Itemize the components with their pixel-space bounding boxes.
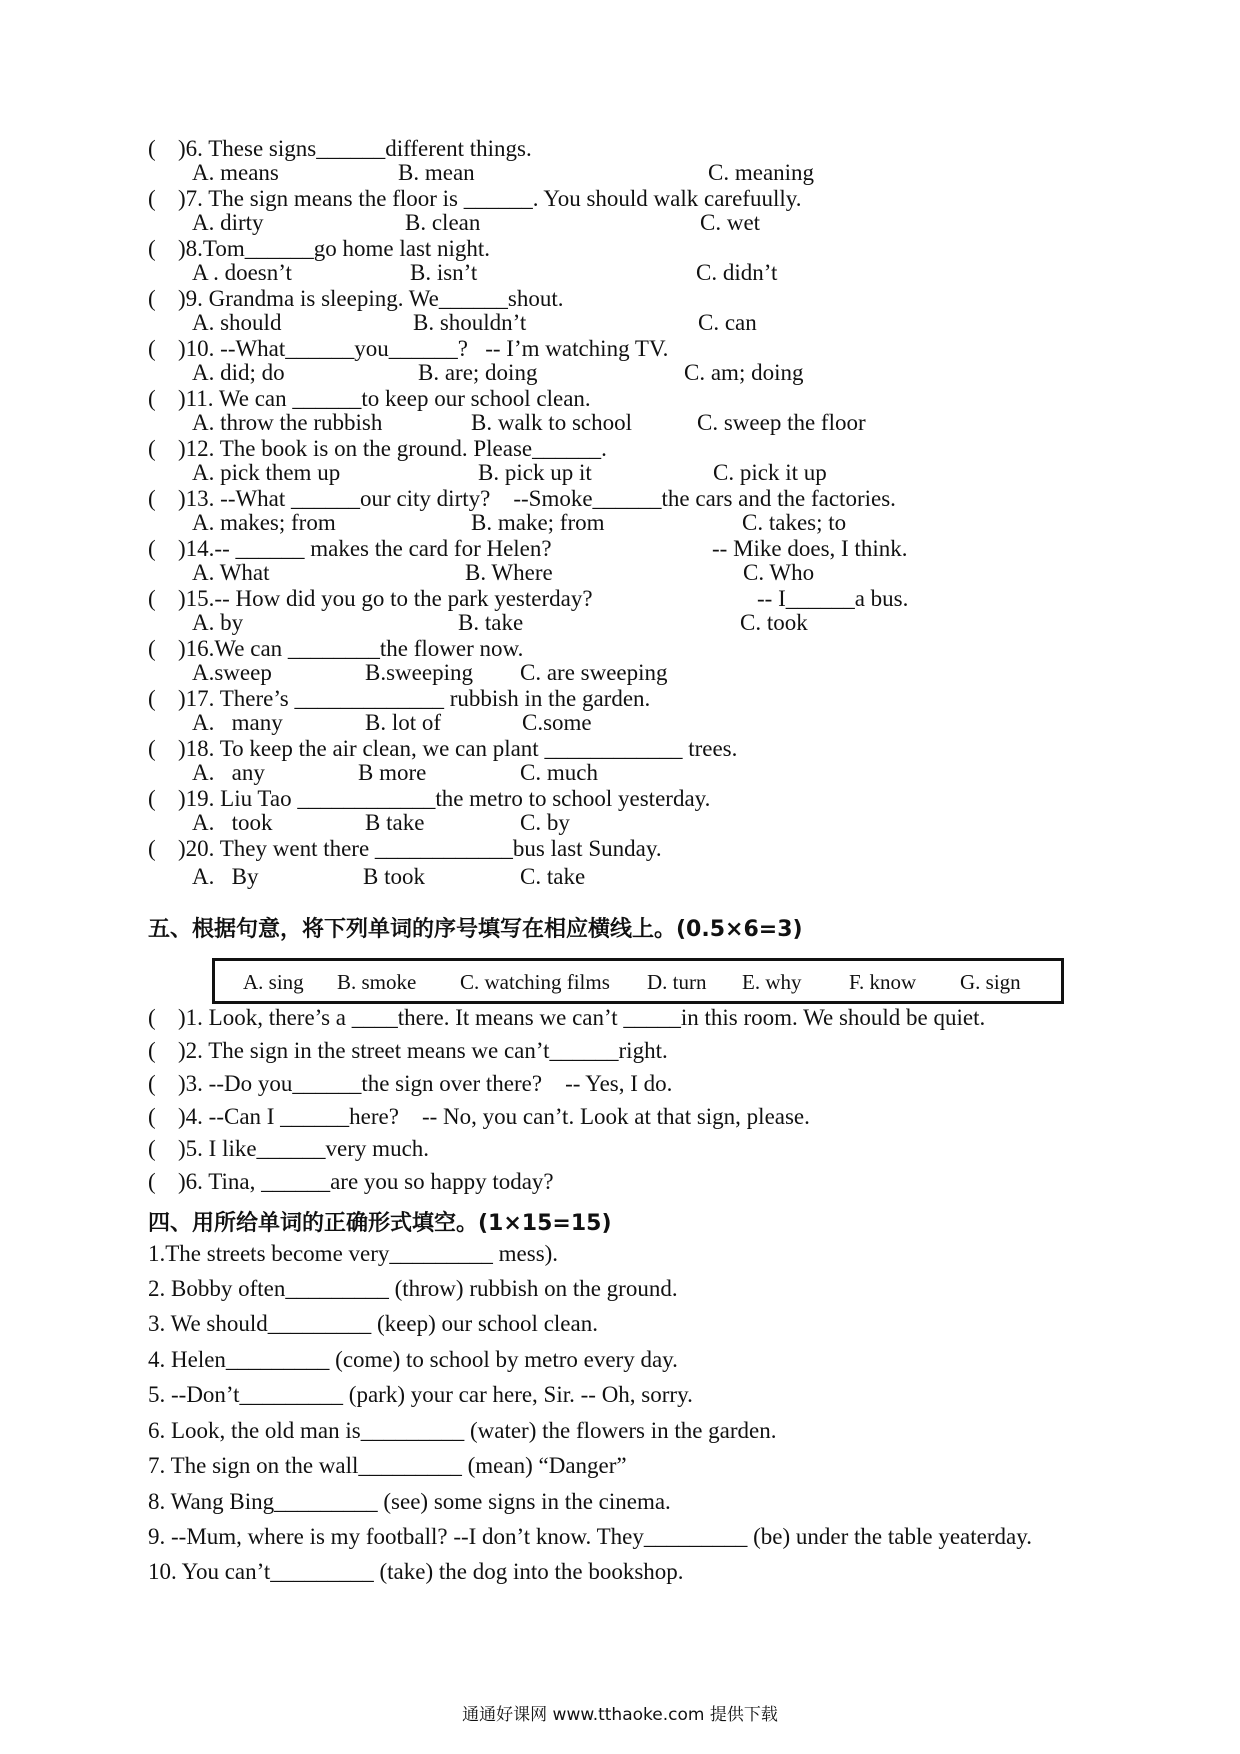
- fill-item-text: )5. I like______very much.: [178, 1136, 430, 1161]
- question-paren: (: [148, 686, 156, 711]
- question-paren: (: [148, 636, 156, 661]
- fill-item-text: )2. The sign in the street means we can’t______right.: [178, 1038, 668, 1063]
- option-c: C.some: [522, 710, 592, 735]
- option-b: B. are; doing: [418, 360, 538, 385]
- question-stem: )19. Liu Tao ____________the metro to school yesterday.: [178, 786, 711, 811]
- question-paren: (: [148, 386, 156, 411]
- option-a: A. pick them up: [192, 460, 341, 485]
- option-a: A. took: [192, 810, 273, 835]
- word-form-item: 6. Look, the old man is_________ (water) the flowers in the garden.: [148, 1418, 777, 1443]
- question-stem: )6. These signs______different things.: [178, 136, 532, 161]
- item-paren: (: [148, 1169, 156, 1194]
- question-paren: (: [148, 136, 156, 161]
- word-bank-item: A. sing: [243, 970, 304, 994]
- question-paren: (: [148, 786, 156, 811]
- fill-item-text: )3. --Do you______the sign over there? -- Yes, I do.: [178, 1071, 673, 1096]
- item-paren: (: [148, 1136, 156, 1161]
- word-form-item: 7. The sign on the wall_________ (mean) “Danger”: [148, 1453, 627, 1478]
- option-b: B. make; from: [471, 510, 605, 535]
- option-b: B take: [365, 810, 425, 835]
- item-paren: (: [148, 1038, 156, 1063]
- option-a: A. should: [192, 310, 282, 335]
- word-form-item: 10. You can’t_________ (take) the dog into the bookshop.: [148, 1559, 684, 1584]
- option-c: C. Who: [743, 560, 815, 585]
- question-paren: (: [148, 236, 156, 261]
- option-b: B. clean: [405, 210, 481, 235]
- question-paren: (: [148, 736, 156, 761]
- word-bank-item: G. sign: [960, 970, 1021, 994]
- option-a: A. By: [192, 864, 259, 889]
- word-form-item: 3. We should_________ (keep) our school clean.: [148, 1311, 598, 1336]
- option-a: A.sweep: [192, 660, 272, 685]
- option-c: C. took: [740, 610, 808, 635]
- question-stem: )10. --What______you______? -- I’m watching TV.: [178, 336, 669, 361]
- question-stem: )16.We can ________the flower now.: [178, 636, 524, 661]
- word-bank-item: E. why: [742, 970, 802, 994]
- item-paren: (: [148, 1005, 156, 1030]
- question-paren: (: [148, 836, 156, 861]
- option-a: A. any: [192, 760, 265, 785]
- question-paren: (: [148, 586, 156, 611]
- question-stem: )18. To keep the air clean, we can plant ____________ trees.: [178, 736, 738, 761]
- option-b: B. Where: [465, 560, 553, 585]
- option-b: B.sweeping: [365, 660, 473, 685]
- word-bank-item: F. know: [849, 970, 917, 994]
- option-c: C. takes; to: [742, 510, 847, 535]
- option-a: A. throw the rubbish: [192, 410, 383, 435]
- section-5-heading: 五、根据句意，将下列单词的序号填写在相应横线上。(0.5×6=3): [148, 917, 803, 942]
- word-form-item: 8. Wang Bing_________ (see) some signs in the cinema.: [148, 1489, 671, 1514]
- question-stem: )12. The book is on the ground. Please______.: [178, 436, 607, 461]
- item-paren: (: [148, 1104, 156, 1129]
- question-stem: )9. Grandma is sleeping. We______shout.: [178, 286, 564, 311]
- option-c: C. by: [520, 810, 570, 835]
- word-bank-box: [212, 958, 1064, 1004]
- option-c: C. are sweeping: [520, 660, 668, 685]
- question-paren: (: [148, 336, 156, 361]
- word-form-item: 1.The streets become very_________ mess).: [148, 1241, 559, 1266]
- word-form-item: 4. Helen_________ (come) to school by metro every day.: [148, 1347, 678, 1372]
- option-c: C. am; doing: [684, 360, 804, 385]
- question-stem-answer: -- Mike does, I think.: [712, 536, 908, 561]
- question-stem: )8.Tom______go home last night.: [178, 236, 491, 261]
- option-a: A. means: [192, 160, 279, 185]
- option-a: A. makes; from: [192, 510, 336, 535]
- option-b: B took: [363, 864, 425, 889]
- page-footer: 通通好课网 www.tthaoke.com 提供下载: [462, 1705, 778, 1725]
- question-stem: )13. --What ______our city dirty? --Smoke______the cars and the factories.: [178, 486, 896, 511]
- word-bank-item: B. smoke: [337, 970, 417, 994]
- option-b: B. take: [458, 610, 524, 635]
- question-stem-answer: -- I______a bus.: [757, 586, 909, 611]
- option-c: C. didn’t: [696, 260, 778, 285]
- option-a: A . doesn’t: [192, 260, 292, 285]
- question-stem: )11. We can ______to keep our school clean.: [178, 386, 591, 411]
- option-b: B more: [358, 760, 427, 785]
- question-paren: (: [148, 536, 156, 561]
- option-c: C. sweep the floor: [697, 410, 866, 435]
- word-form-item: 5. --Don’t_________ (park) your car here, Sir. -- Oh, sorry.: [148, 1382, 693, 1407]
- option-c: C. wet: [700, 210, 761, 235]
- option-c: C. take: [520, 864, 586, 889]
- option-b: B. mean: [398, 160, 475, 185]
- fill-item-text: )4. --Can I ______here? -- No, you can’t. Look at that sign, please.: [178, 1104, 810, 1129]
- fill-item-text: )6. Tina, ______are you so happy today?: [178, 1169, 554, 1194]
- question-paren: (: [148, 436, 156, 461]
- item-paren: (: [148, 1071, 156, 1096]
- fill-item-text: )1. Look, there’s a ____there. It means we can’t _____in this room. We should be quiet.: [178, 1005, 986, 1030]
- word-bank-item: D. turn: [647, 970, 707, 994]
- option-a: A. dirty: [192, 210, 264, 235]
- option-b: B. walk to school: [471, 410, 632, 435]
- option-a: A. many: [192, 710, 283, 735]
- word-bank-item: C. watching films: [460, 970, 610, 994]
- question-paren: (: [148, 486, 156, 511]
- section-4-heading: 四、用所给单词的正确形式填空。(1×15=15): [148, 1211, 612, 1236]
- option-a: A. did; do: [192, 360, 285, 385]
- word-form-item: 2. Bobby often_________ (throw) rubbish on the ground.: [148, 1276, 678, 1301]
- option-b: B. isn’t: [410, 260, 478, 285]
- word-form-item: 9. --Mum, where is my football? --I don’t know. They_________ (be) under the table yeaterday.: [148, 1524, 1032, 1549]
- question-stem: )15.-- How did you go to the park yesterday?: [178, 586, 593, 611]
- option-c: C. much: [520, 760, 598, 785]
- question-stem: )17. There’s _____________ rubbish in the garden.: [178, 686, 651, 711]
- option-c: C. pick it up: [713, 460, 827, 485]
- option-b: B. lot of: [365, 710, 442, 735]
- option-b: B. pick up it: [478, 460, 592, 485]
- question-paren: (: [148, 286, 156, 311]
- option-a: A. What: [192, 560, 270, 585]
- option-c: C. meaning: [708, 160, 815, 185]
- option-c: C. can: [698, 310, 757, 335]
- question-stem: )7. The sign means the floor is ______. You should walk carefuully.: [178, 186, 802, 211]
- question-paren: (: [148, 186, 156, 211]
- option-a: A. by: [192, 610, 244, 635]
- question-stem: )14.-- ______ makes the card for Helen?: [178, 536, 552, 561]
- option-b: B. shouldn’t: [413, 310, 527, 335]
- question-stem: )20. They went there ____________bus last Sunday.: [178, 836, 662, 861]
